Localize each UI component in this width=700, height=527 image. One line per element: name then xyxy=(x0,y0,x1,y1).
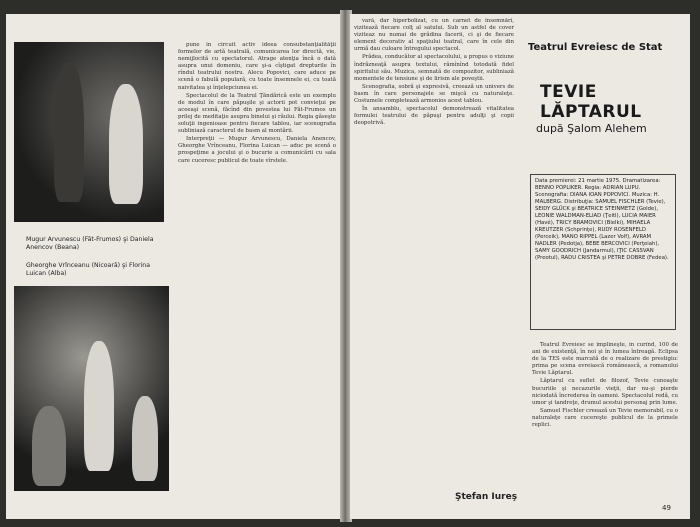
right-col2-para: Lăptarul cu suflet de filozof, Tevie cunoaşte bucuriile şi necazurile vieţii, dar nu-şi pierde niciodată încrederea în oameni. Spectacolul redă, cu umor şi tandreţe, drumul acestui personaj prin lume. xyxy=(532,378,678,406)
right-page xyxy=(350,14,690,519)
right-col-para: Scenografia, sobră şi expresivă, creează un univers de basm în care personajele se mişcă cu naturaleţe. Costumele completează armonios acest tablou. xyxy=(354,83,514,105)
credits-text: Data premierei: 21 martie 1975. Dramatizarea: BENNO POPLIKER. Regia: ADRIAN LUPU. Scenografia: DIANA IOAN POPOVICI. Muzica: H. MALBERG. Distribuţia: SAMUEL FISCHLER (Tevie), SEIDY GLÜCK şi BEATRICE STEINMETZ (Golde), LEONIE WALDMAN-ELIAD (Ţeitl), LUCIA MAIER (Havé), TRICY BRAMOVICI (Bielki), MIHAELA KREUTZER (Schprinţe), RUDY ROSENFELD (Perceik), MANO RIPPEL (Lazer Volf), AVRAM NADLER (Pedotja), BEBE BERCOVICI (Perţeiah), SAMY GOODRICH (Jandarmul), IŢIC CASSVAN (Preotul), RADU CRISTEA şi PETRE DOBRE (Fedea). xyxy=(535,178,669,261)
play-author: după Şalom Alehem xyxy=(536,122,647,135)
credits-box xyxy=(530,174,676,330)
left-col-para: pune în circuit activ ideea consubstanţialităţii formelor de artă teatrală, comunicarea lor directă, vie, nemijlocită cu spectatorul. Atrage atenţia încă o dată asupra unui domeniu, care şi-a cîştigat drepturile în rîndul teatrului nostru. Alecu Popovici, care aduce pe scenă o fabulă populară, cu toate însemnele ei, cu toată naivitatea şi înţelepciunea ei. xyxy=(178,42,336,91)
right-col2-para: Samuel Fischler creează un Tevie memorabil, cu o naturaleţe care cucereşte publicul de la primele replici. xyxy=(532,407,678,429)
right-col-para: Prădea, conducător al spectacolului, a propus o viziune îndrăzneaţă asupra textului, rămînînd totodată fidel spiritului său. Muzica, semnată de compozitor, subliniază momentele de tensiune şi de lirism ale poveştii. xyxy=(354,54,514,82)
photo-top-caption: Mugur Arvunescu (Făt-Frumos) şi Daniela Anencov (Beana) xyxy=(26,236,154,251)
play-title: TEVIE LĂPTARUL xyxy=(540,82,642,122)
right-second-column xyxy=(532,342,678,508)
left-col-para: Interpreţii — Mugur Arvunescu, Daniela Anencov, Gheorghe Vrînceanu, Florina Luican — aduc pe scenă o prospeţime a jocului şi o bucurie a comunicării cu sala care cuceresc publicul de toate vîrstele. xyxy=(178,136,336,164)
left-col-para: Spectacolul de la Teatrul Ţăndărică este un exemplu de modul în care păpuşile şi actorii pot convieţui pe aceeaşi scenă, făcînd din povestea lui Făt-Frumos un prilej de meditaţie asupra binelui şi răului. Regia găseşte soluţii ingenioase pentru fiecare tablou, iar scenografia subliniază caracterul de basm al montării. xyxy=(178,92,336,135)
article-author: Ştefan Iureş xyxy=(455,492,518,502)
left-column-text xyxy=(178,42,336,512)
left-page xyxy=(6,14,342,519)
right-first-column xyxy=(354,18,514,508)
right-col-para: vară, dar hiperbolizat, cu un carnet de însemnări, vizitează fiecare colţ al satului. Sub un astfel de cover viziteaz nu numai de grădina facerii, ci şi de fiecare element decorativ al spaţiului teatral, care în cele din urmă dau culoare întregului spectacol. xyxy=(354,18,514,53)
photo-bottom-caption: Gheorghe Vrînceanu (Nicoară) şi Florina Luican (Alba) xyxy=(26,262,151,277)
theater-name: Teatrul Evreiesc de Stat xyxy=(528,42,663,53)
photo-bottom xyxy=(14,286,169,491)
page-number: 49 xyxy=(662,504,671,512)
right-col2-para: Teatrul Evreiesc se împlineşte, în curînd, 100 de ani de existenţă, în noi şi în lumea întreagă. Eclipsa de la TES este marcată de o realizare de prestigiu: prima pe scena evreiască românească, a romanului Tevie Lăptarul. xyxy=(532,342,678,377)
photo-top xyxy=(14,42,164,222)
right-col-para: În ansamblu, spectacolul demonstrează vitalitatea formulei teatrului de păpuşi pentru adulţi şi copii deopotrivă. xyxy=(354,106,514,127)
